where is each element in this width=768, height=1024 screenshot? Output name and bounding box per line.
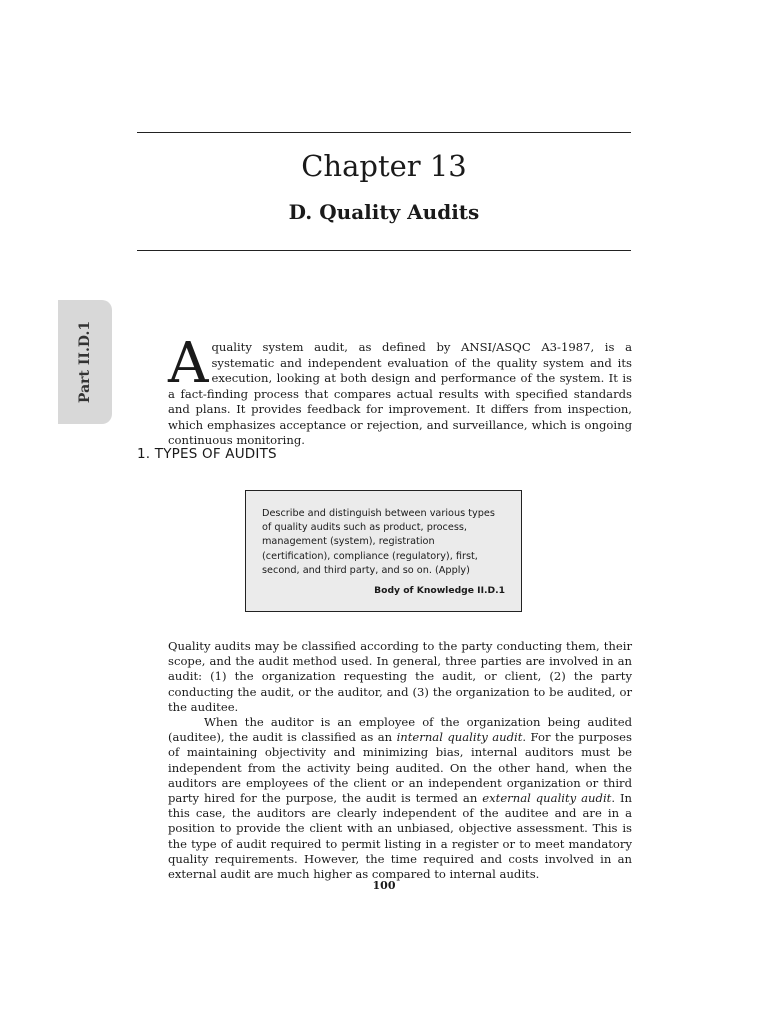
body-paragraph-2 — [168, 715, 632, 882]
bok-text: Describe and distinguish between various types of quality audits such as product, process, management (system), registration (certification), compliance (regulatory), first, second, and third party, and so on. (Apply) — [262, 508, 495, 576]
intro-paragraph — [168, 331, 632, 449]
bottom-rule — [137, 250, 631, 251]
external-audit-term: external quality audit — [482, 791, 612, 806]
part-side-tab — [58, 300, 112, 424]
part-tab-label: Part II.D.1 — [77, 320, 93, 404]
bok-reference: Body of Knowledge II.D.1 — [374, 585, 505, 597]
section-heading: 1. TYPES OF AUDITS — [137, 446, 277, 462]
p2-part-b: . For the purposes of maintaining objectivity and minimizing bias, internal auditors must be independent from the activity being audited. On the other hand, when the auditors are employees of the client or an independent organization or third party hired for the purpose, the audit is termed an — [168, 730, 632, 806]
internal-audit-term: internal quality audit — [396, 730, 523, 745]
top-rule — [137, 132, 631, 133]
chapter-title: D. Quality Audits — [288, 200, 480, 224]
page-number: 100 — [372, 879, 396, 892]
p2-part-c: . In this case, the auditors are clearly independent of the auditee and are in a position to provide the client with an unbiased, objective assessment. This is the type of audit required to permit listing in a register or to meet mandatory quality requirements. However, the time required and costs involved in an external audit are much higher as compared to internal audits. — [168, 791, 632, 882]
body-text — [168, 639, 632, 882]
body-paragraph-1: Quality audits may be classified according to the party conducting them, their scope, and the audit method used. In general, three parties are involved in an audit: (1) the organization requesting the audit, or client, (2) the party conducting the audit, or the auditor, and (3) the organization to be audited, or the auditee. — [168, 639, 632, 714]
chapter-number: Chapter 13 — [301, 149, 467, 183]
body-of-knowledge-box — [245, 490, 522, 612]
drop-cap: A — [168, 331, 209, 396]
intro-text: quality system audit, as defined by ANSI/ASQC A3-1987, is a systematic and independent evaluation of the quality system and its execution, looking at both design and performance of the system. It is a fact-finding process that compares actual results with specified standards and plans. It provides feedback for improvement. It differs from inspection, which emphasizes acceptance or rejection, and surveillance, which is ongoing continuous monitoring. — [168, 340, 632, 447]
p2-part-a: When the auditor is an employee of the organization being audited (auditee), the audit is classified as an — [168, 715, 632, 745]
